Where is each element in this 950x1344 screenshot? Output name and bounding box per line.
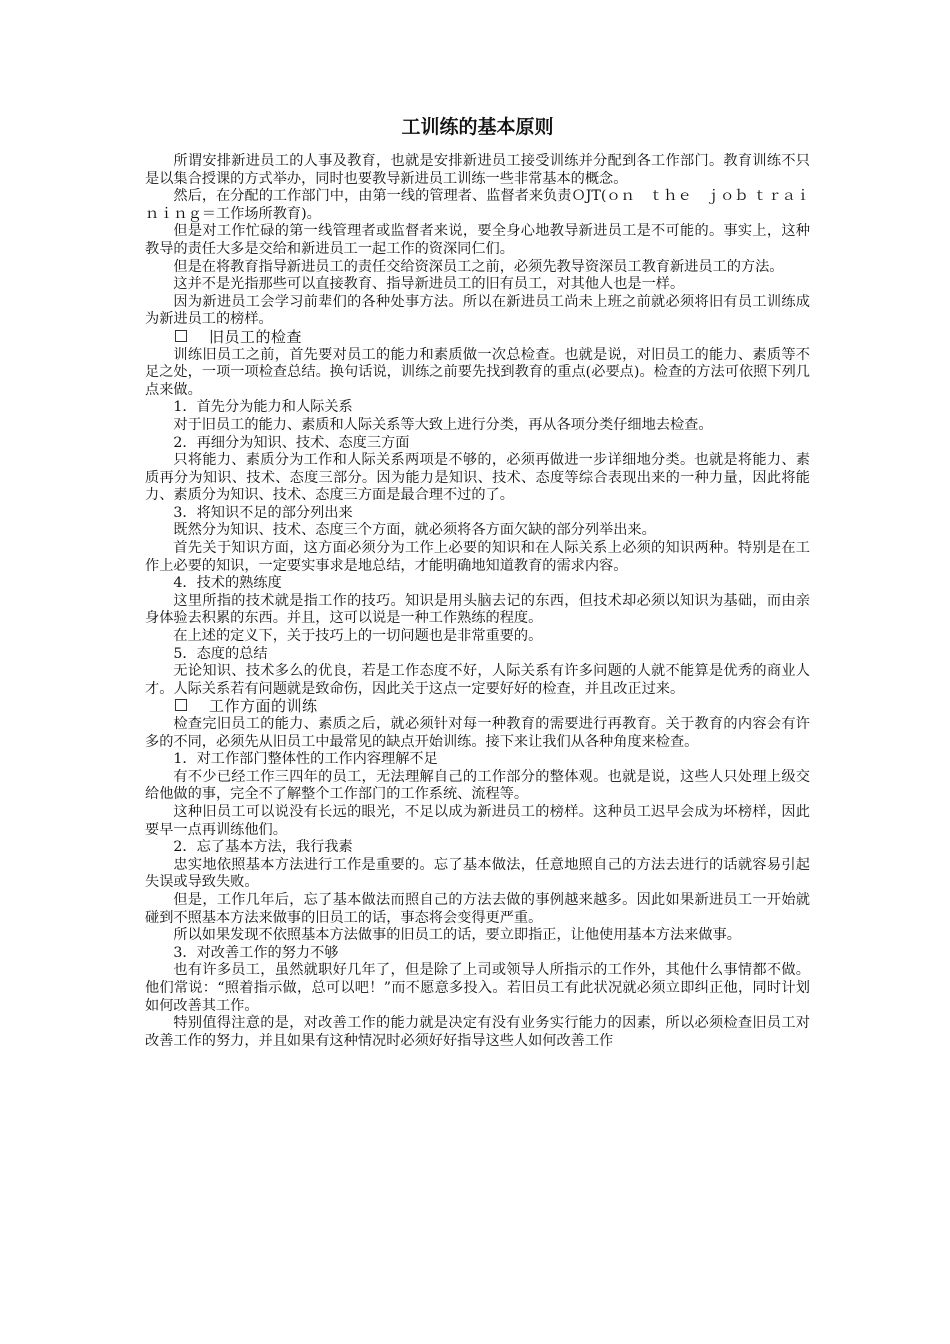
paragraph: 但是在将教育指导新进员工的责任交给资深员工之前，必须先教导资深员工教育新进员工的方法。 <box>173 258 784 275</box>
paragraph: 然后，在分配的工作部门中，由第一线的管理者、监督者来负责ＯJT(ｏｎ ｔｈｅ ｊｏｂ ｔｒａｉｎｉｎｇ＝工作场所教育)。 <box>145 188 810 222</box>
paragraph: 4．技术的熟练度 <box>173 575 282 592</box>
paragraph: 只将能力、素质分为工作和人际关系两项是不够的，必须再做进一步详细地分类。也就是将能力、素质再分为知识、技术、态度三部分。因为能力是知识、技术、态度等综合表现出来的一种力量，因此将能力、素质分为知识、技术、态度三方面是最合理不过的了。 <box>145 452 810 504</box>
paragraph: 因为新进员工会学习前辈们的各种处事方法。所以在新进员工尚未上班之前就必须将旧有员工训练成为新进员工的榜样。 <box>145 293 810 328</box>
paragraph: 但是对工作忙碌的第一线管理者或监督者来说，要全身心地教导新进员工是不可能的。事实上，这种教导的责任大多是交给和新进员工一起工作的资深同仁们。 <box>145 223 810 257</box>
paragraph: 1．对工作部门整体性的工作内容理解不足 <box>173 751 438 768</box>
checkbox-square-icon <box>175 330 187 342</box>
paragraph: 5．态度的总结 <box>173 645 268 662</box>
paragraph: 有不少已经工作三四年的员工，无法理解自己的工作部分的整体观。也就是说，这些人只处理上级交给他做的事，完全不了解整个工作部门的工作系统、流程等。 <box>145 768 810 803</box>
paragraph: 在上述的定义下，关于技巧上的一切问题也是非常重要的。 <box>173 628 543 645</box>
paragraph: 所以如果发现不依照基本方法做事的旧员工的话，要立即指正，让他使用基本方法来做事。 <box>173 927 741 944</box>
paragraph: 3．将知识不足的部分列出来 <box>173 504 353 521</box>
paragraph: 训练旧员工之前，首先要对员工的能力和素质做一次总检查。也就是说，对旧员工的能力、素质等不足之处，一项一项检查总结。换句话说，训练之前要先找到教育的重点(必要点)。检查的方法可依照下列几点来做。 <box>145 346 810 398</box>
paragraph: 对于旧员工的能力、素质和人际关系等大致上进行分类，再从各项分类仔细地去检查。 <box>173 416 713 433</box>
paragraph: 但是，工作几年后，忘了基本做法而照自己的方法去做的事例越来越多。因此如果新进员工一开始就碰到不照基本方法来做事的旧员工的话，事态将会变得更严重。 <box>145 891 810 926</box>
paragraph: 3．对改善工作的努力不够 <box>173 944 339 961</box>
paragraph: 无论知识、技术多么的优良，若是工作态度不好，人际关系有许多问题的人就不能算是优秀的商业人才。人际关系若有问题就是致命伤，因此关于这点一定要好好的检查，并且改正过来。 <box>145 663 810 697</box>
checkbox-square-icon <box>175 699 187 711</box>
paragraph: 既然分为知识、技术、态度三个方面，就必须将各方面欠缺的部分列举出来。 <box>173 522 656 539</box>
paragraph: 2．忘了基本方法，我行我素 <box>173 839 353 856</box>
section-heading <box>145 698 810 716</box>
paragraph: 所谓安排新进员工的人事及教育，也就是安排新进员工接受训练并分配到各工作部门。教育训练不只是以集合授课的方式举办，同时也要教导新进员工训练一些非常基本的概念。 <box>145 153 810 187</box>
paragraph: 检查完旧员工的能力、素质之后，就必须针对每一种教育的需要进行再教育。关于教育的内容会有许多的不同，必须先从旧员工中最常见的缺点开始训练。接下来让我们从各种角度来检查。 <box>145 716 810 750</box>
paragraph: 这种旧员工可以说没有长远的眼光，不足以成为新进员工的榜样。这种员工迟早会成为坏榜样，因此要早一点再训练他们。 <box>145 803 810 838</box>
section-heading <box>145 329 810 347</box>
paragraph: 忠实地依照基本方法进行工作是重要的。忘了基本做法，任意地照自己的方法去进行的话就容易引起失误或导致失败。 <box>145 856 810 891</box>
section-heading-text: 旧员工的检查 <box>209 327 303 346</box>
paragraph: 这并不是光指那些可以直接教育、指导新进员工的旧有员工，对其他人也是一样。 <box>173 276 685 293</box>
document-body <box>145 153 810 1050</box>
paragraph: 1．首先分为能力和人际关系 <box>173 399 353 416</box>
section-heading-text: 工作方面的训练 <box>209 697 318 716</box>
paragraph: 首先关于知识方面，这方面必须分为工作上必要的知识和在人际关系上必须的知识两种。特别是在工作上必要的知识，一定要实事求是地总结，才能明确地知道教育的需求内容。 <box>145 540 810 574</box>
paragraph: 2．再细分为知识、技术、态度三方面 <box>173 434 410 451</box>
paragraph: 这里所指的技术就是指工作的技巧。知识是用头脑去记的东西，但技术却必须以知识为基础，而由亲身体验去积累的东西。并且，这可以说是一种工作熟练的程度。 <box>145 592 810 627</box>
paragraph: 特别值得注意的是，对改善工作的能力就是决定有没有业务实行能力的因素，所以必须检查旧员工对改善工作的努力，并且如果有这种情况时必须好好指导这些人如何改善工作 <box>145 1015 810 1049</box>
document-title: 工训练的基本原则 <box>401 116 554 138</box>
document-page <box>145 115 810 1050</box>
paragraph: 也有许多员工，虽然就职好几年了，但是除了上司或领导人所指示的工作外，其他什么事情都不做。他们常说：“照着指示做，总可以吧！”而不愿意多投入。若旧员工有此状况就必须立即纠正他，同时计划如何改善其工作。 <box>145 962 810 1014</box>
